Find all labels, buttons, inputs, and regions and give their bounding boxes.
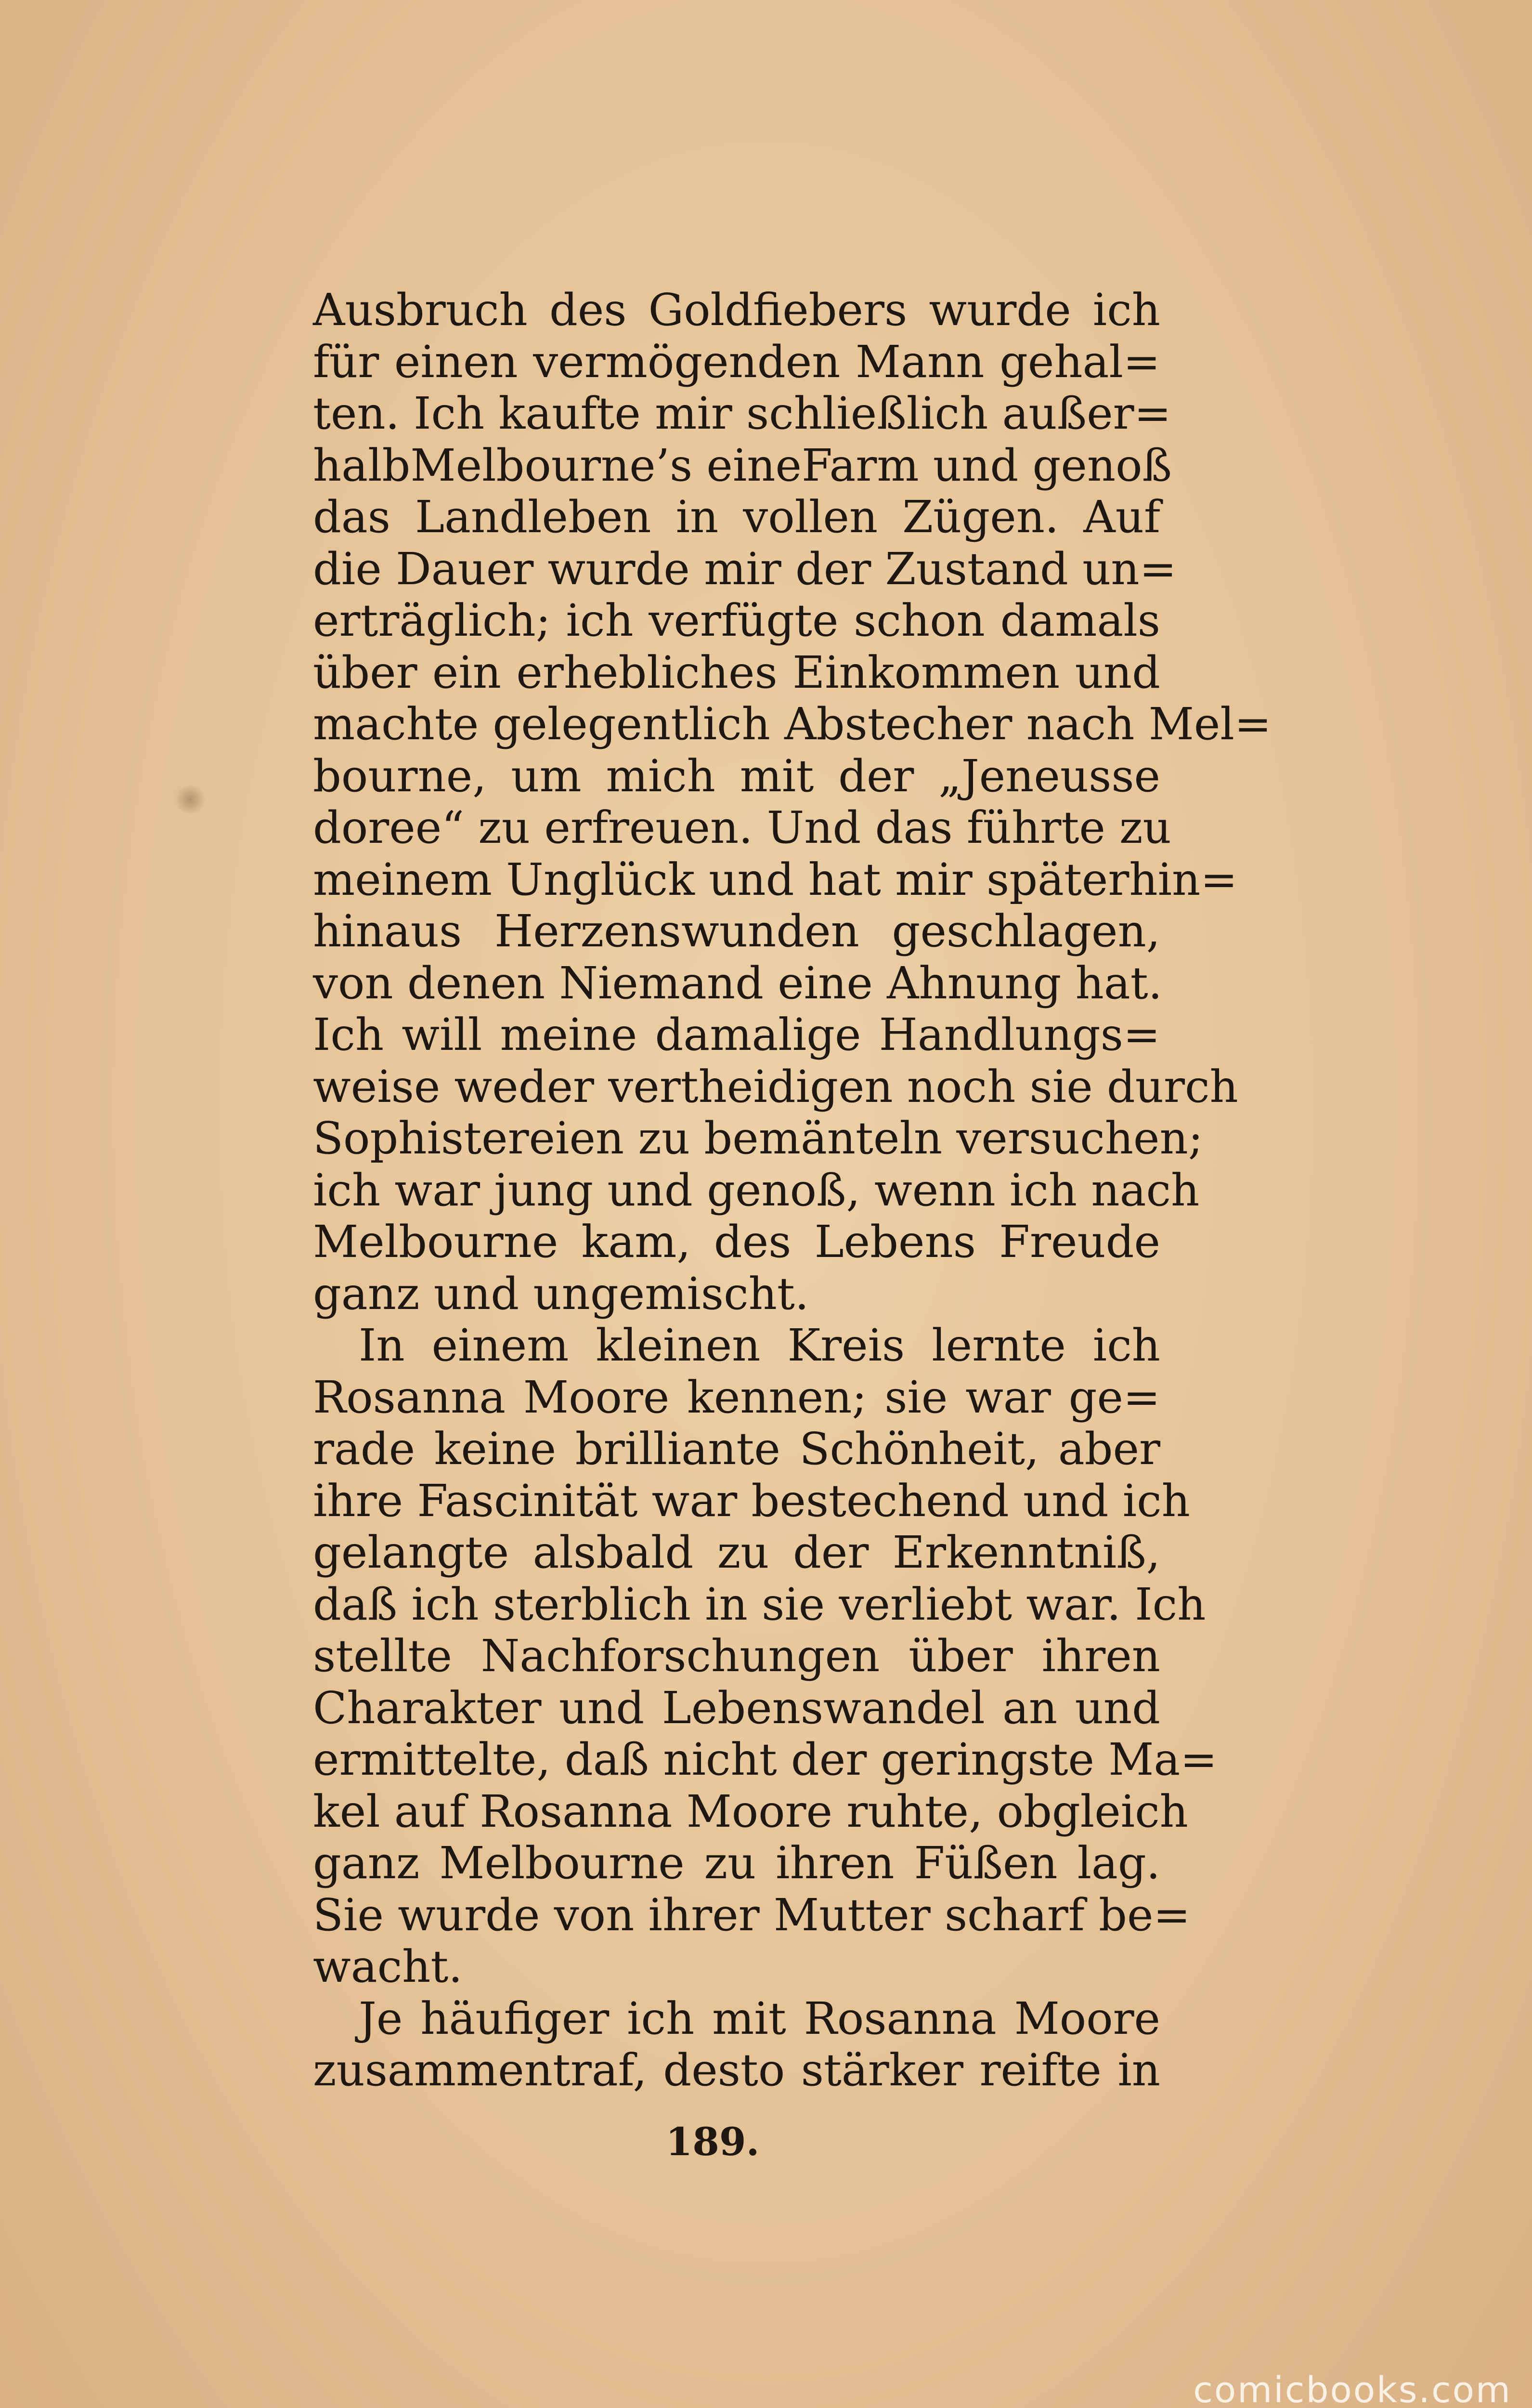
body-text (313, 284, 1272, 2096)
paragraph (313, 1320, 1218, 1993)
text-line: Ausbruch des Goldfiebers wurde ich (313, 284, 1160, 336)
text-line: von denen Niemand eine Ahnung hat. (313, 957, 1162, 1009)
text-line: für einen vermögenden Mann gehal= (313, 336, 1160, 388)
text-line: doree“ zu erfreuen. Und das führte zu (313, 802, 1171, 853)
watermark-text: comicbooks.com (1193, 2369, 1512, 2408)
text-line: bourne, um mich mit der „Jeneusse (313, 750, 1160, 802)
text-line: Je häufiger ich mit Rosanna Moore (359, 1992, 1160, 2044)
text-line: hinaus Herzenswunden geschlagen, (313, 905, 1160, 957)
text-line: ihre Fascinität war bestechend und ich (313, 1475, 1190, 1527)
text-line: erträglich; ich verfügte schon damals (313, 595, 1160, 646)
text-line: weise weder vertheidigen noch sie durch (313, 1060, 1238, 1112)
text-line: zusammentraf, desto stärker reifte in (313, 2044, 1160, 2096)
text-line: wacht. (313, 1941, 463, 1992)
page-number: 189. (665, 2119, 760, 2164)
text-line: kel auf Rosanna Moore ruhte, obgleich (313, 1785, 1188, 1837)
text-line: ten. Ich kaufte mir schließlich außer= (313, 388, 1171, 439)
text-line: ich war jung und genoß, wenn ich nach (313, 1164, 1200, 1216)
text-line: über ein erhebliches Einkommen und (313, 646, 1160, 698)
text-line: die Dauer wurde mir der Zustand un= (313, 543, 1177, 595)
text-line: gelangte alsbald zu der Erkenntniß, (313, 1527, 1160, 1578)
text-line: rade keine brilliante Schönheit, aber (313, 1423, 1160, 1475)
text-line: Sie wurde von ihrer Mutter scharf be= (313, 1889, 1191, 1941)
paper-stain (173, 785, 207, 814)
text-line: das Landleben in vollen Zügen. Auf (313, 491, 1160, 543)
text-line: machte gelegentlich Abstecher nach Mel= (313, 698, 1272, 750)
text-line: Sophistereien zu bemänteln versuchen; (313, 1112, 1203, 1164)
text-line: In einem kleinen Kreis lernte ich (359, 1320, 1160, 1371)
text-line: stellte Nachforschungen über ihren (313, 1630, 1160, 1682)
text-line: Charakter und Lebenswandel an und (313, 1682, 1160, 1734)
text-line: Rosanna Moore kennen; sie war ge= (313, 1371, 1160, 1423)
text-line: Melbourne kam, des Lebens Freude (313, 1216, 1160, 1268)
paragraph (313, 284, 1272, 1320)
text-line: ermittelte, daß nicht der geringste Ma= (313, 1734, 1218, 1785)
text-line: halbMelbourne’s eineFarm und genoß (313, 439, 1172, 491)
text-line: Ich will meine damalige Handlungs= (313, 1009, 1160, 1060)
text-line: ganz und ungemischt. (313, 1268, 809, 1320)
text-line: meinem Unglück und hat mir späterhin= (313, 853, 1238, 905)
paragraph (313, 1993, 1160, 2096)
text-line: daß ich sterblich in sie verliebt war. Ich (313, 1578, 1206, 1630)
text-line: ganz Melbourne zu ihren Füßen lag. (313, 1837, 1160, 1889)
